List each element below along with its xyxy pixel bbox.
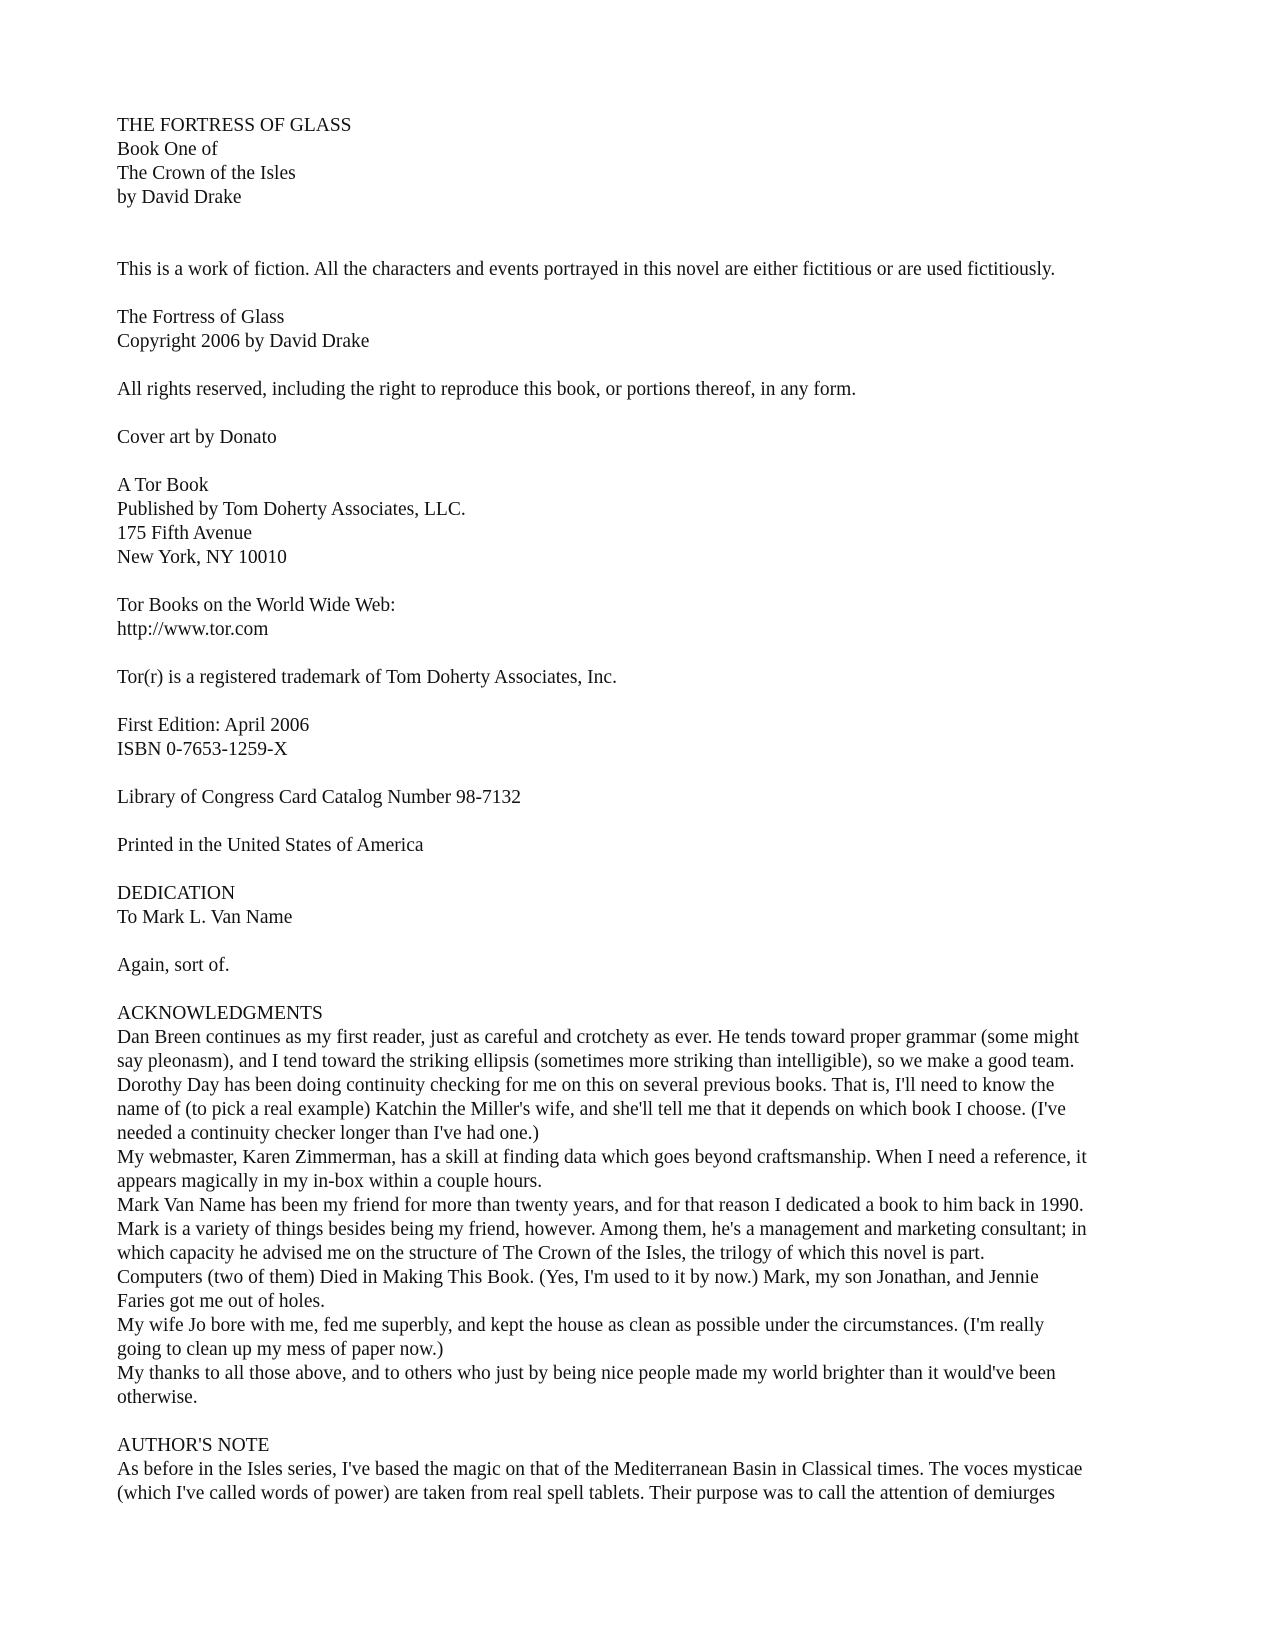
ack-line: which capacity he advised me on the structure of The Crown of the Isles, the trilogy of which this novel is part. xyxy=(117,1243,985,1264)
dedication-heading: DEDICATION xyxy=(117,883,236,904)
rights-notice: All rights reserved, including the right to reproduce this book, or portions thereof, in any form. xyxy=(117,379,857,400)
ack-line: Faries got me out of holes. xyxy=(117,1291,325,1312)
dedication-note: Again, sort of. xyxy=(117,955,230,976)
ack-line: say pleonasm), and I tend toward the striking ellipsis (sometimes more striking than intelligible), so we make a good team. xyxy=(117,1051,1075,1072)
ack-line: Dan Breen continues as my first reader, just as careful and crotchety as ever. He tends toward proper grammar (some might xyxy=(117,1027,1079,1048)
trademark-notice: Tor(r) is a registered trademark of Tom Doherty Associates, Inc. xyxy=(117,667,617,688)
dedication-to: To Mark L. Van Name xyxy=(117,907,293,928)
authors-note-line: As before in the Isles series, I've based the magic on that of the Mediterranean Basin in Classical times. The voces mysticae xyxy=(117,1459,1083,1480)
copyright-block xyxy=(117,306,1167,354)
edition-block xyxy=(117,714,1167,762)
title-block xyxy=(117,114,1167,210)
copyright-title: The Fortress of Glass xyxy=(117,307,285,328)
book-title: THE FORTRESS OF GLASS xyxy=(117,115,352,136)
ack-line: name of (to pick a real example) Katchin the Miller's wife, and she'll tell me that it depends on which book I choose. (I've xyxy=(117,1099,1066,1120)
author-byline: by David Drake xyxy=(117,187,242,208)
ack-line: My thanks to all those above, and to others who just by being nice people made my world brighter than it would've been xyxy=(117,1363,1056,1384)
dedication-block xyxy=(117,882,1167,930)
web-label: Tor Books on the World Wide Web: xyxy=(117,595,396,616)
publisher-street: 175 Fifth Avenue xyxy=(117,523,253,544)
publisher-block xyxy=(117,474,1167,570)
ack-line: appears magically in my in-box within a couple hours. xyxy=(117,1171,543,1192)
series-name: The Crown of the Isles xyxy=(117,163,296,184)
ack-line: Dorothy Day has been doing continuity checking for me on this on several previous books. That is, I'll need to know the xyxy=(117,1075,1055,1096)
ack-line: My wife Jo bore with me, fed me superbly, and kept the house as clean as possible under the circumstances. (I'm really xyxy=(117,1315,1045,1336)
ack-line: My webmaster, Karen Zimmerman, has a skill at finding data which goes beyond craftsmanship. When I need a reference, it xyxy=(117,1147,1087,1168)
authors-note-section xyxy=(117,1434,1167,1506)
document-page xyxy=(117,114,1167,1506)
printed-in: Printed in the United States of America xyxy=(117,835,424,856)
publisher-name: Published by Tom Doherty Associates, LLC. xyxy=(117,499,466,520)
ack-line: Computers (two of them) Died in Making This Book. (Yes, I'm used to it by now.) Mark, my son Jonathan, and Jennie xyxy=(117,1267,1039,1288)
web-block xyxy=(117,594,1167,642)
ack-line: Mark Van Name has been my friend for more than twenty years, and for that reason I dedicated a book to him back in 1990. xyxy=(117,1195,1084,1216)
book-number: Book One of xyxy=(117,139,218,160)
ack-line: going to clean up my mess of paper now.) xyxy=(117,1339,444,1360)
copyright-line: Copyright 2006 by David Drake xyxy=(117,331,370,352)
isbn: ISBN 0-7653-1259-X xyxy=(117,739,288,760)
loc-number: Library of Congress Card Catalog Number 98-7132 xyxy=(117,787,521,808)
web-url: http://www.tor.com xyxy=(117,619,269,640)
fiction-notice: This is a work of fiction. All the characters and events portrayed in this novel are either fictitious or are used fictitiously. xyxy=(117,259,1056,280)
authors-note-line: (which I've called words of power) are taken from real spell tablets. Their purpose was to call the attention of demiurges xyxy=(117,1483,1055,1504)
publisher-imprint: A Tor Book xyxy=(117,475,209,496)
first-edition: First Edition: April 2006 xyxy=(117,715,310,736)
acknowledgments-section xyxy=(117,1002,1167,1410)
cover-art-credit: Cover art by Donato xyxy=(117,427,277,448)
ack-line: otherwise. xyxy=(117,1387,198,1408)
ack-line: Mark is a variety of things besides being my friend, however. Among them, he's a management and marketing consultant; in xyxy=(117,1219,1087,1240)
publisher-city: New York, NY 10010 xyxy=(117,547,287,568)
ack-line: needed a continuity checker longer than I've had one.) xyxy=(117,1123,540,1144)
acknowledgments-heading: ACKNOWLEDGMENTS xyxy=(117,1003,323,1024)
authors-note-heading: AUTHOR'S NOTE xyxy=(117,1435,270,1456)
